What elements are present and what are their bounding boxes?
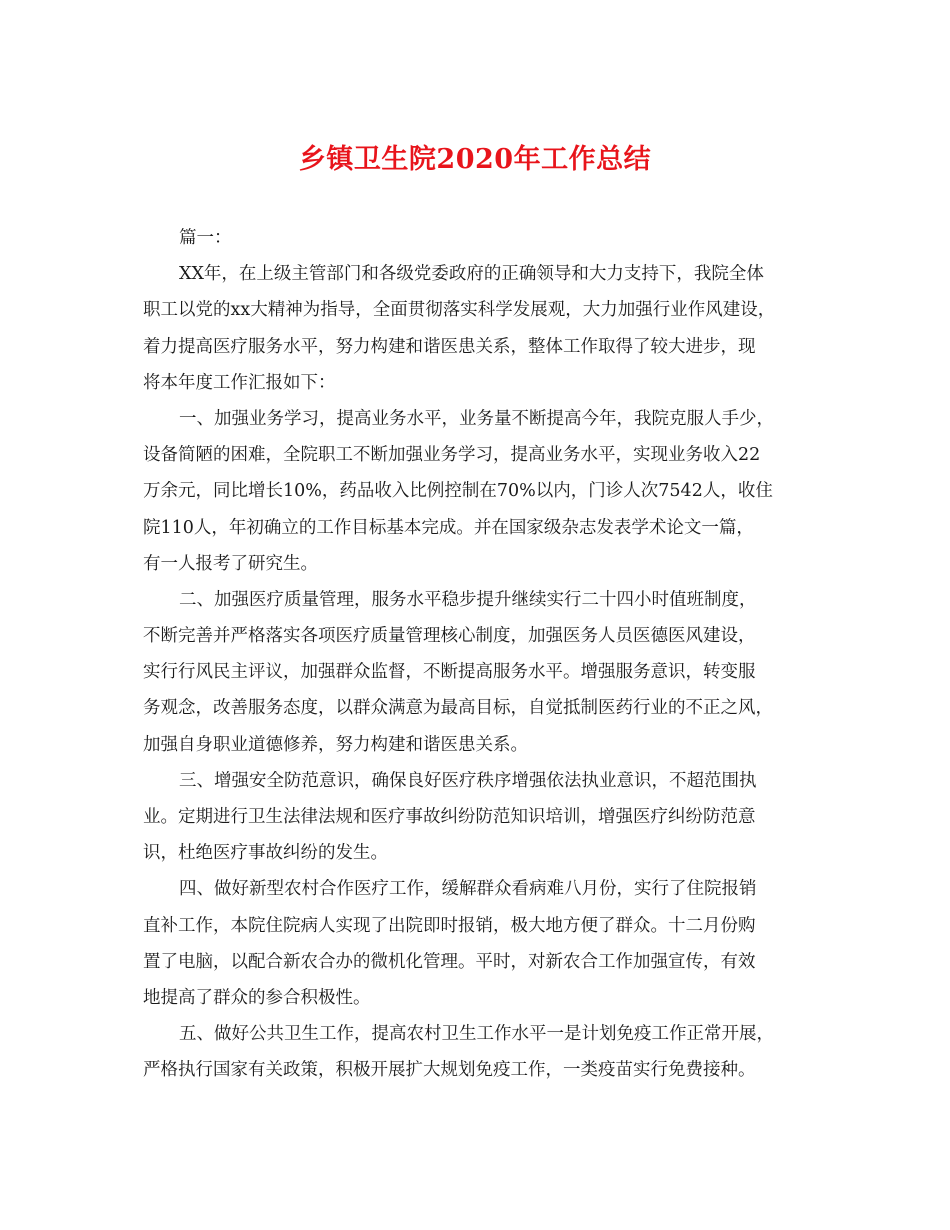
paragraph-line: 不断完善并严格落实各项医疗质量管理核心制度，加强医务人员医德医风建设， xyxy=(143,626,756,647)
paragraph-line: 地提高了群众的参合积极性。 xyxy=(143,987,371,1008)
paragraph-line: 三、增强安全防范意识，确保良好医疗秩序增强依法执业意识，不超范围执 xyxy=(179,770,757,791)
paragraph-line: 二、加强医疗质量管理，服务水平稳步提升继续实行二十四小时值班制度， xyxy=(179,589,757,610)
paragraph-line: 将本年度工作汇报如下： xyxy=(143,372,336,393)
paragraph-line: 有一人报考了研究生。 xyxy=(143,553,318,574)
paragraph-section-1 xyxy=(143,401,813,582)
paragraph-section-3 xyxy=(143,763,813,872)
paragraph-line: 篇一： xyxy=(179,228,232,248)
paragraph-line: 五、做好公共卫生工作，提高农村卫生工作水平一是计划免疫工作正常开展， xyxy=(179,1024,774,1045)
paragraph-section-4 xyxy=(143,871,813,1016)
paragraph-heading xyxy=(143,220,813,256)
paragraph-line: 一、加强业务学习，提高业务水平，业务量不断提高今年，我院克服人手少， xyxy=(179,408,774,429)
paragraph-section-2 xyxy=(143,582,813,763)
document-body xyxy=(143,220,813,1089)
paragraph-line: 置了电脑，以配合新农合办的微机化管理。平时，对新农合工作加强宣传，有效 xyxy=(143,951,756,972)
paragraph-line: 万余元，同比增长10%，药品收入比例控制在70%以内，门诊人次7542人，收住 xyxy=(143,481,773,502)
document-title: 乡镇卫生院2020年工作总结 xyxy=(298,144,652,175)
paragraph-line: 识，杜绝医疗事故纠纷的发生。 xyxy=(143,843,388,864)
paragraph-intro xyxy=(143,256,813,401)
paragraph-line: 职工以党的xx大精神为指导，全面贯彻落实科学发展观，大力加强行业作风建设， xyxy=(143,300,776,321)
paragraph-line: 务观念，改善服务态度，以群众满意为最高目标，自觉抵制医药行业的不正之风， xyxy=(143,698,773,719)
paragraph-line: 直补工作，本院住院病人实现了出院即时报销，极大地方便了群众。十二月份购 xyxy=(143,915,756,936)
paragraph-line: 严格执行国家有关政策，积极开展扩大规划免疫工作，一类疫苗实行免费接种。 xyxy=(143,1060,756,1081)
paragraph-line: 业。定期进行卫生法律法规和医疗事故纠纷防范知识培训，增强医疗纠纷防范意 xyxy=(143,807,756,827)
paragraph-line: 实行行风民主评议，加强群众监督，不断提高服务水平。增强服务意识，转变服 xyxy=(143,662,756,683)
paragraph-line: 设备简陋的困难，全院职工不断加强业务学习，提高业务水平，实现业务收入22 xyxy=(143,445,761,466)
paragraph-line: 着力提高医疗服务水平，努力构建和谐医患关系，整体工作取得了较大进步，现 xyxy=(143,336,756,357)
paragraph-line: 加强自身职业道德修养，努力构建和谐医患关系。 xyxy=(143,734,528,755)
paragraph-line: XX年，在上级主管部门和各级党委政府的正确领导和大力支持下，我院全体 xyxy=(179,264,764,285)
paragraph-section-5 xyxy=(143,1016,813,1088)
paragraph-line: 院110人，年初确立的工作目标基本完成。并在国家级杂志发表学术论文一篇， xyxy=(143,517,754,538)
paragraph-line: 四、做好新型农村合作医疗工作，缓解群众看病难八月份，实行了住院报销 xyxy=(179,879,757,900)
